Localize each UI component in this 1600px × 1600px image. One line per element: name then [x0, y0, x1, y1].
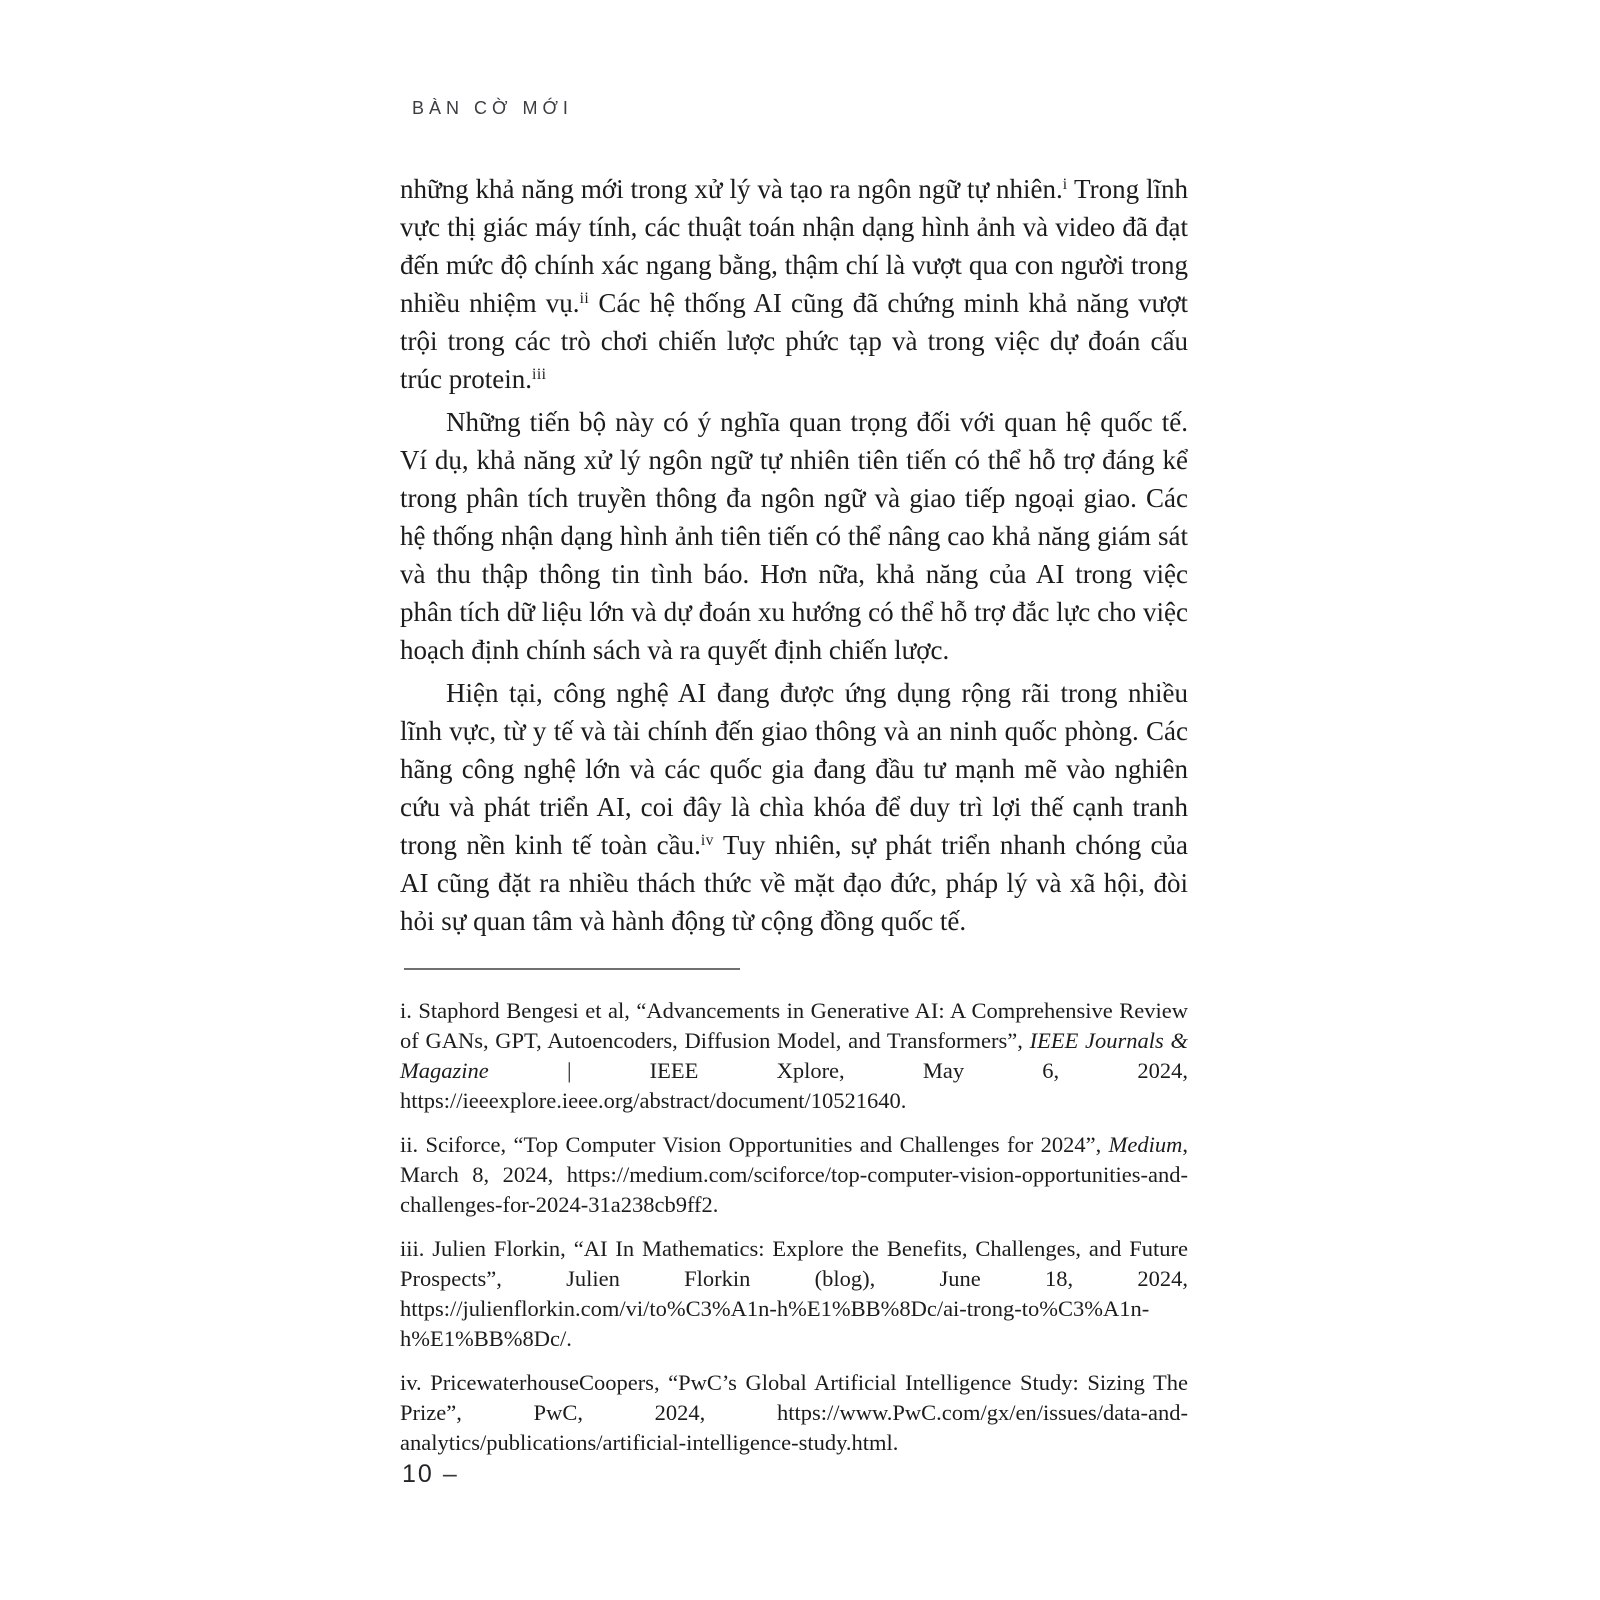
footnotes-section: [400, 996, 1188, 1458]
paragraph: Những tiến bộ này có ý nghĩa quan trọng đối với quan hệ quốc tế. Ví dụ, khả năng xử lý ngôn ngữ tự nhiên tiên tiến có thể hỗ trợ đáng kể trong phân tích truyền thông đa ngôn ngữ và giao tiếp ngoại giao. Các hệ thống nhận dạng hình ảnh tiên tiến có thể nâng cao khả năng giám sát và thu thập thông tin tình báo. Hơn nữa, khả năng của AI trong việc phân tích dữ liệu lớn và dự đoán xu hướng có thể hỗ trợ đắc lực cho việc hoạch định chính sách và ra quyết định chiến lược.: [400, 407, 1188, 665]
paragraph: Hiện tại, công nghệ AI đang được ứng dụng rộng rãi trong nhiều lĩnh vực, từ y tế và tài chính đến giao thông và an ninh quốc phòng. Các hãng công nghệ lớn và các quốc gia đang đầu tư mạnh mẽ vào nghiên cứu và phát triển AI, coi đây là chìa khóa để duy trì lợi thế cạnh tranh trong nền kinh tế toàn cầu.$^{iv}$ Tuy nhiên, sự phát triển nhanh chóng của AI cũng đặt ra nhiều thách thức về mặt đạo đức, pháp lý và xã hội, đòi hỏi sự quan tâm và hành động từ cộng đồng quốc tế.: [400, 678, 1188, 936]
footnote: i. Staphord Bengesi et al, “Advancements in Generative AI: A Comprehensive Review of GANs, GPT, Autoencoders, Diffusion Model, and Transformers”, IEEE Journals & Magazine | IEEE Xplore, May 6, 2024, https://ieeexplore.ieee.org/abstract/document/10521640.: [400, 998, 1188, 1113]
page-number-dash: –: [442, 1460, 459, 1488]
paragraph: những khả năng mới trong xử lý và tạo ra ngôn ngữ tự nhiên.$^i$ Trong lĩnh vực thị giác máy tính, các thuật toán nhận dạng hình ảnh và video đã đạt đến mức độ chính xác ngang bằng, thậm chí là vượt qua con người trong nhiều nhiệm vụ.$^{ii}$ Các hệ thống AI cũng đã chứng minh khả năng vượt trội trong các trò chơi chiến lược phức tạp và trong việc dự đoán cấu trúc protein.$^{iii}$: [400, 174, 1188, 394]
text-block: [400, 170, 1188, 1458]
body-paragraphs: [400, 170, 1188, 940]
footnote: ii. Sciforce, “Top Computer Vision Opportunities and Challenges for 2024”, Medium, March 8, 2024, https://medium.com/sciforce/top-computer-vision-opportunities-and-challenges-for-2024-31a238cb9ff2.: [400, 1132, 1188, 1217]
running-head: BÀN CỜ MỚI: [412, 98, 573, 118]
page-number: 10: [402, 1460, 434, 1488]
footnote: iii. Julien Florkin, “AI In Mathematics: Explore the Benefits, Challenges, and Future Prospects”, Julien Florkin (blog), June 18, 2024, https://julienflorkin.com/vi/to%C3%A1n-h%E1%BB%8Dc/ai-trong-to%C3%A1n-h%E1%BB%8Dc/.: [400, 1236, 1188, 1351]
footnote: iv. PricewaterhouseCoopers, “PwC’s Global Artificial Intelligence Study: Sizing The Prize”, PwC, 2024, https://www.PwC.com/gx/en/issues/data-and-analytics/publications/artificial-intelligence-study.html.: [400, 1370, 1188, 1455]
italic-text: IEEE Journals & Magazine: [400, 1028, 1188, 1083]
footnote-marker: i: [1062, 176, 1068, 193]
italic-text: Medium: [1108, 1132, 1183, 1157]
page-footer: [402, 1460, 459, 1489]
footnote-marker: iii: [531, 366, 547, 383]
footnote-marker: ii: [579, 290, 590, 307]
footnote-divider: [404, 968, 740, 970]
footnote-marker: iv: [700, 832, 715, 849]
